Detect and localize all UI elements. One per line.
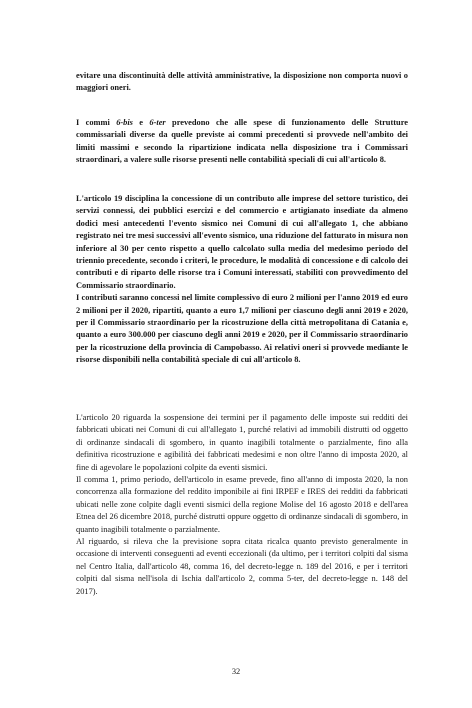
- paragraph-discontinuity: [76, 70, 408, 95]
- section-articolo-19: [76, 193, 408, 367]
- paragraph-articolo-19: L'articolo 19 disciplina la concessione di un contributo alle imprese del settore turistico, dei servizi connessi, dei pubblici esercizi e del commercio e artigianato insediate da almeno dodici mesi antecedenti l'evento sismico nei Comuni di cui all'allegato 1, che abbiano registrato nei tre mesi successivi all'evento sismico, una riduzione del fatturato in misura non inferiore al 30 per cento rispetto a quello calcolato sulla media del medesimo periodo del triennio precedente, secondo i criteri, le procedure, le modalità di concessione e di calcolo dei contributi e di riparto delle risorse tra i Comuni interessati, stabiliti con provvedimento del Commissario straordinario.: [76, 194, 408, 290]
- text-run: e: [132, 118, 150, 127]
- italic-term: 6-ter: [149, 118, 166, 127]
- paragraph-contributi: I contributi saranno concessi nel limite complessivo di euro 2 milioni per l'anno 2019 ed euro 2 milioni per il 2020, ripartiti, quanto a euro 1,7 milioni per ciascuno degli anni 2019 e 2020, per il Commissario straordinario per la ricostruzione della città metropolitana di Catania e, quanto a euro 300.000 per ciascuno degli anni 2019 e 2020, per il Commissario straordinario per la ricostruzione della provincia di Campobasso. Ai relativi oneri si provvede mediante le risorse disponibili nella contabilità speciale di cui all'articolo 8.: [76, 293, 408, 365]
- paragraph-comma-1: Il comma 1, primo periodo, dell'articolo in esame prevede, fino all'anno di imposta 2020, la non concorrenza alla formazione del reddito imponibile ai fini IRPEF e IRES dei redditi da fabbricati ubicati nelle zone colpite dagli eventi sismici della regione Molise del 16 agosto 2018 e dell'area Etnea del 26 dicembre 2018, purché distrutti oppure oggetto di ordinanze sindacali di sgombero, in quanto inagibili totalmente o parzialmente.: [76, 475, 408, 534]
- paragraph-articolo-20: L'articolo 20 riguarda la sospensione dei termini per il pagamento delle imposte sui redditi dei fabbricati ubicati nei Comuni di cui all'allegato 1, purché relativi ad immobili distrutti od oggetto di ordinanze sindacali di sgombero, in quanto inagibili totalmente o parzialmente, fino alla definitiva ricostruzione e agibilità dei fabbricati medesimi e non oltre l'anno di imposta 2020, al fine di agevolare le popolazioni colpite da eventi sismici.: [76, 413, 408, 472]
- text-run: prevedono che alle spese di funzionamento delle Strutture commissariali diverse da quelle previste ai commi precedenti si provvede nell'ambito dei limiti massimi e secondo la ripartizione indicata nella disposizione tra i Commissari straordinari, a valere sulle risorse presenti nelle contabilità speciali di cui all'articolo 8.: [76, 118, 408, 165]
- section-articolo-20: [76, 412, 408, 598]
- paragraph-text: evitare una discontinuità delle attività amministrative, la disposizione non comporta nuovi o maggiori oneri.: [76, 71, 408, 93]
- italic-term: 6-bis: [116, 118, 133, 127]
- text-run: I commi: [76, 118, 117, 127]
- paragraph-commi-6bis-6ter: [76, 117, 408, 167]
- paragraph-al-riguardo: Al riguardo, si rileva che la previsione sopra citata ricalca quanto previsto generalmente in occasione di interventi conseguenti ad eventi eccezionali (da ultimo, per i territori colpiti dal sisma nel Centro Italia, dall'articolo 48, comma 16, del decreto-legge n. 189 del 2016, e per i territori colpiti dal sisma nell'isola di Ischia dall'articolo 2, comma 5-ter, del decreto-legge n. 148 del 2017).: [76, 537, 408, 596]
- paragraph-text: [76, 117, 408, 167]
- page-number: 32: [231, 667, 241, 676]
